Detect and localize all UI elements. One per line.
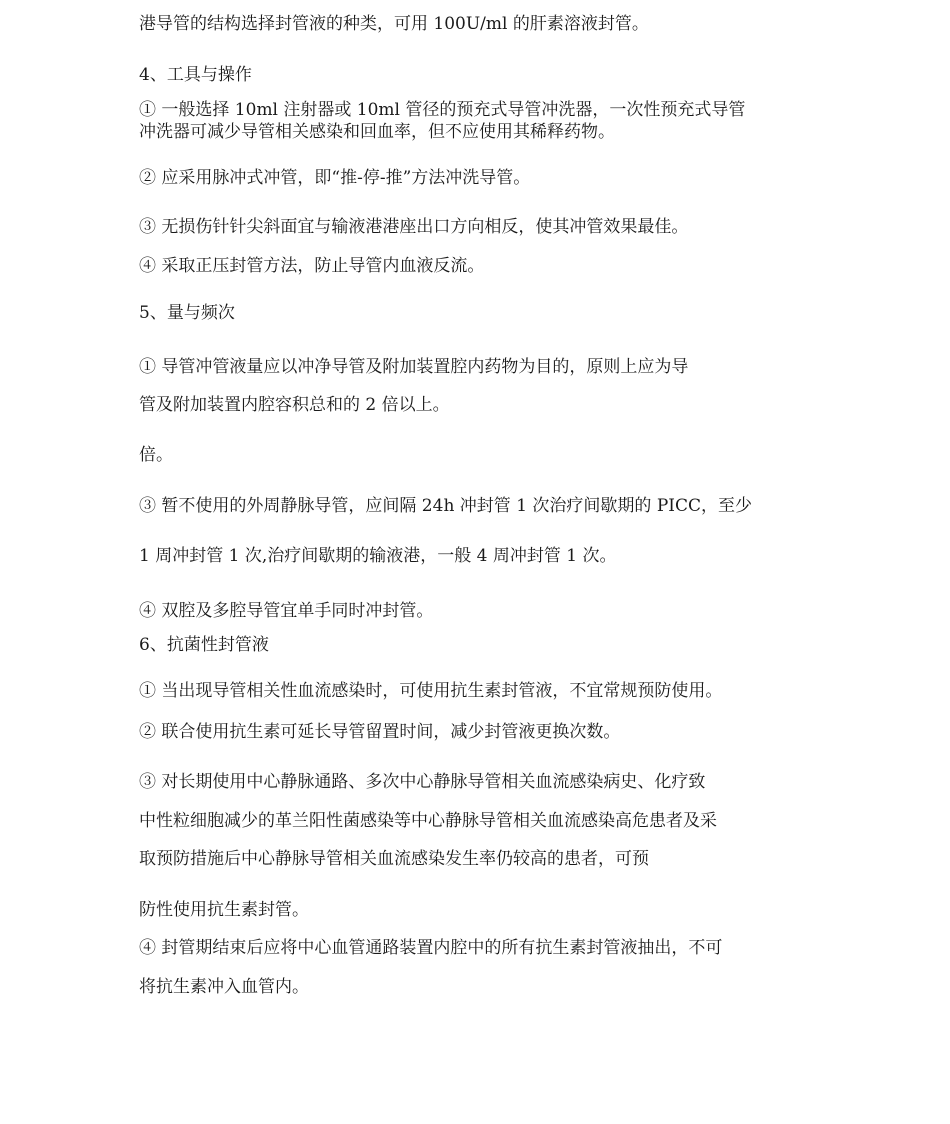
text-line: ③ 对长期使用中心静脉通路、多次中心静脉导管相关血流感染病史、化疗致 <box>139 772 706 792</box>
text-line: ④ 双腔及多腔导管宜单手同时冲封管。 <box>139 601 434 621</box>
text-line: ① 导管冲管液量应以冲净导管及附加装置腔内药物为目的，原则上应为导 <box>139 357 689 377</box>
text-line: ① 一般选择 10ml 注射器或 10ml 管径的预充式导管冲洗器，一次性预充式导管 <box>139 100 746 120</box>
text-line: ④ 采取正压封管方法，防止导管内血液反流。 <box>139 256 485 276</box>
text-line: 1 周冲封管 1 次,治疗间歇期的输液港，一般 4 周冲封管 1 次。 <box>139 546 617 566</box>
text-line: 中性粒细胞减少的革兰阳性菌感染等中心静脉导管相关血流感染高危患者及采 <box>139 811 717 831</box>
text-line: ② 联合使用抗生素可延长导管留置时间，减少封管液更换次数。 <box>139 722 621 742</box>
text-line: ③ 无损伤针针尖斜面宜与输液港港座出口方向相反，使其冲管效果最佳。 <box>139 217 689 237</box>
text-line: 冲洗器可减少导管相关感染和回血率，但不应使用其稀释药物。 <box>139 122 615 142</box>
text-line: 倍。 <box>139 445 173 465</box>
text-line: 港导管的结构选择封管液的种类，可用 100U/ml 的肝素溶液封管。 <box>139 14 649 34</box>
text-line: 管及附加装置内腔容积总和的 2 倍以上。 <box>139 395 450 415</box>
text-line: 防性使用抗生素封管。 <box>139 900 309 920</box>
text-line: ② 应采用脉冲式冲管，即“推-停-推”方法冲洗导管。 <box>139 168 531 188</box>
text-line: 将抗生素冲入血管内。 <box>139 977 309 997</box>
section-heading-tools: 4、工具与操作 <box>139 65 252 85</box>
text-line: ③ 暂不使用的外周静脉导管，应间隔 24h 冲封管 1 次治疗间歇期的 PICC，至少 <box>139 496 752 516</box>
text-line: ④ 封管期结束后应将中心血管通路装置内腔中的所有抗生素封管液抽出，不可 <box>139 938 723 958</box>
section-heading-antibacterial: 6、抗菌性封管液 <box>139 635 269 655</box>
text-line: 取预防措施后中心静脉导管相关血流感染发生率仍较高的患者，可预 <box>139 849 649 869</box>
section-heading-volume: 5、量与频次 <box>139 303 235 323</box>
text-line: ① 当出现导管相关性血流感染时，可使用抗生素封管液，不宜常规预防使用。 <box>139 681 723 701</box>
